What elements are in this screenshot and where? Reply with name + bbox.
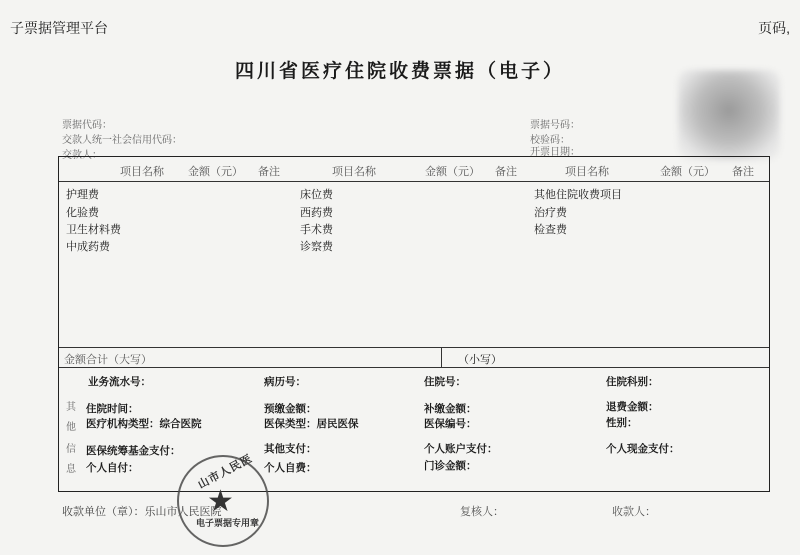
other-info-char: 息 <box>66 464 76 475</box>
fee-item: 床位费 <box>300 188 333 201</box>
total-divider-bottom <box>59 367 769 368</box>
stamp-bottom-text: 电子票据专用章 <box>196 519 260 529</box>
total-upper-label: 金额合计（大写） <box>64 353 152 366</box>
bill-number-label: 票据号码： <box>530 120 580 131</box>
payer-credit-code-label: 交款人统一社会信用代码： <box>62 135 182 146</box>
fee-item: 检查费 <box>534 223 567 236</box>
col-header-amount-2: 金额（元） <box>425 165 480 178</box>
supplement-field: 补缴金额： <box>424 403 477 415</box>
pool-fund-field: 医保统筹基金支付： <box>86 445 181 457</box>
platform-title: 子票据管理平台 <box>10 20 108 36</box>
account-pay-field: 个人账户支付： <box>424 443 498 455</box>
payer-label: 交款人： <box>62 150 102 161</box>
stamp-top-text: 山市人民医 <box>195 451 255 492</box>
col-header-note-2: 备注 <box>495 165 517 178</box>
check-code-label: 校验码： <box>530 135 570 146</box>
col-header-note-3: 备注 <box>732 165 754 178</box>
fee-item: 手术费 <box>300 223 333 236</box>
other-info-char: 其 <box>66 402 76 413</box>
other-pay-field: 其他支付： <box>264 443 317 455</box>
col-header-note-1: 备注 <box>258 165 280 178</box>
fee-item: 其他住院收费项目 <box>534 188 622 201</box>
insurance-type-field: 医保类型：居民医保 <box>264 418 359 430</box>
col-header-name-3: 项目名称 <box>565 165 609 178</box>
department-field: 住院科别： <box>606 376 659 388</box>
stamp-star-icon: ★ <box>207 484 234 519</box>
col-header-name-1: 项目名称 <box>120 165 164 178</box>
prepaid-field: 预缴金额： <box>264 403 317 415</box>
self-pay-field: 个人自付： <box>86 462 139 474</box>
fee-item: 中成药费 <box>66 240 110 253</box>
outpatient-field: 门诊金额： <box>424 460 477 472</box>
reviewer-label: 复核人： <box>460 505 504 518</box>
fee-item: 卫生材料费 <box>66 223 121 236</box>
medical-record-field: 病历号： <box>264 376 306 388</box>
serial-number-field: 业务流水号： <box>88 376 151 388</box>
fee-item: 治疗费 <box>534 206 567 219</box>
issue-date-label: 开票日期： <box>530 147 580 158</box>
fee-item: 诊察费 <box>300 240 333 253</box>
col-header-amount-1: 金额（元） <box>188 165 243 178</box>
total-lower-label: （小写） <box>458 353 502 366</box>
other-info-char: 信 <box>66 444 76 455</box>
stay-time-field: 住院时间： <box>86 403 139 415</box>
collector-label: 收款人： <box>612 505 656 518</box>
page-number-label: 页码, <box>758 20 790 36</box>
payee-unit-label: 收款单位（章）：乐山市人民医院 <box>62 505 222 518</box>
qr-code-redacted <box>678 70 780 160</box>
gender-field: 性别： <box>606 417 638 429</box>
invoice-title: 四川省医疗住院收费票据（电子） <box>234 60 565 82</box>
cash-pay-field: 个人现金支付： <box>606 443 680 455</box>
self-fund-field: 个人自费： <box>264 462 317 474</box>
other-info-char: 他 <box>66 422 76 433</box>
total-divider-top <box>59 347 769 348</box>
total-split <box>441 347 442 367</box>
col-header-name-2: 项目名称 <box>332 165 376 178</box>
col-header-amount-3: 金额（元） <box>660 165 715 178</box>
header-divider <box>59 181 769 182</box>
fee-item: 化验费 <box>66 206 99 219</box>
refund-field: 退费金额： <box>606 401 659 413</box>
insurance-number-field: 医保编号： <box>424 418 477 430</box>
institution-type-field: 医疗机构类型：综合医院 <box>86 418 202 430</box>
hospital-number-field: 住院号： <box>424 376 466 388</box>
fee-item: 护理费 <box>66 188 99 201</box>
bill-code-label: 票据代码： <box>62 120 112 131</box>
fee-item: 西药费 <box>300 206 333 219</box>
